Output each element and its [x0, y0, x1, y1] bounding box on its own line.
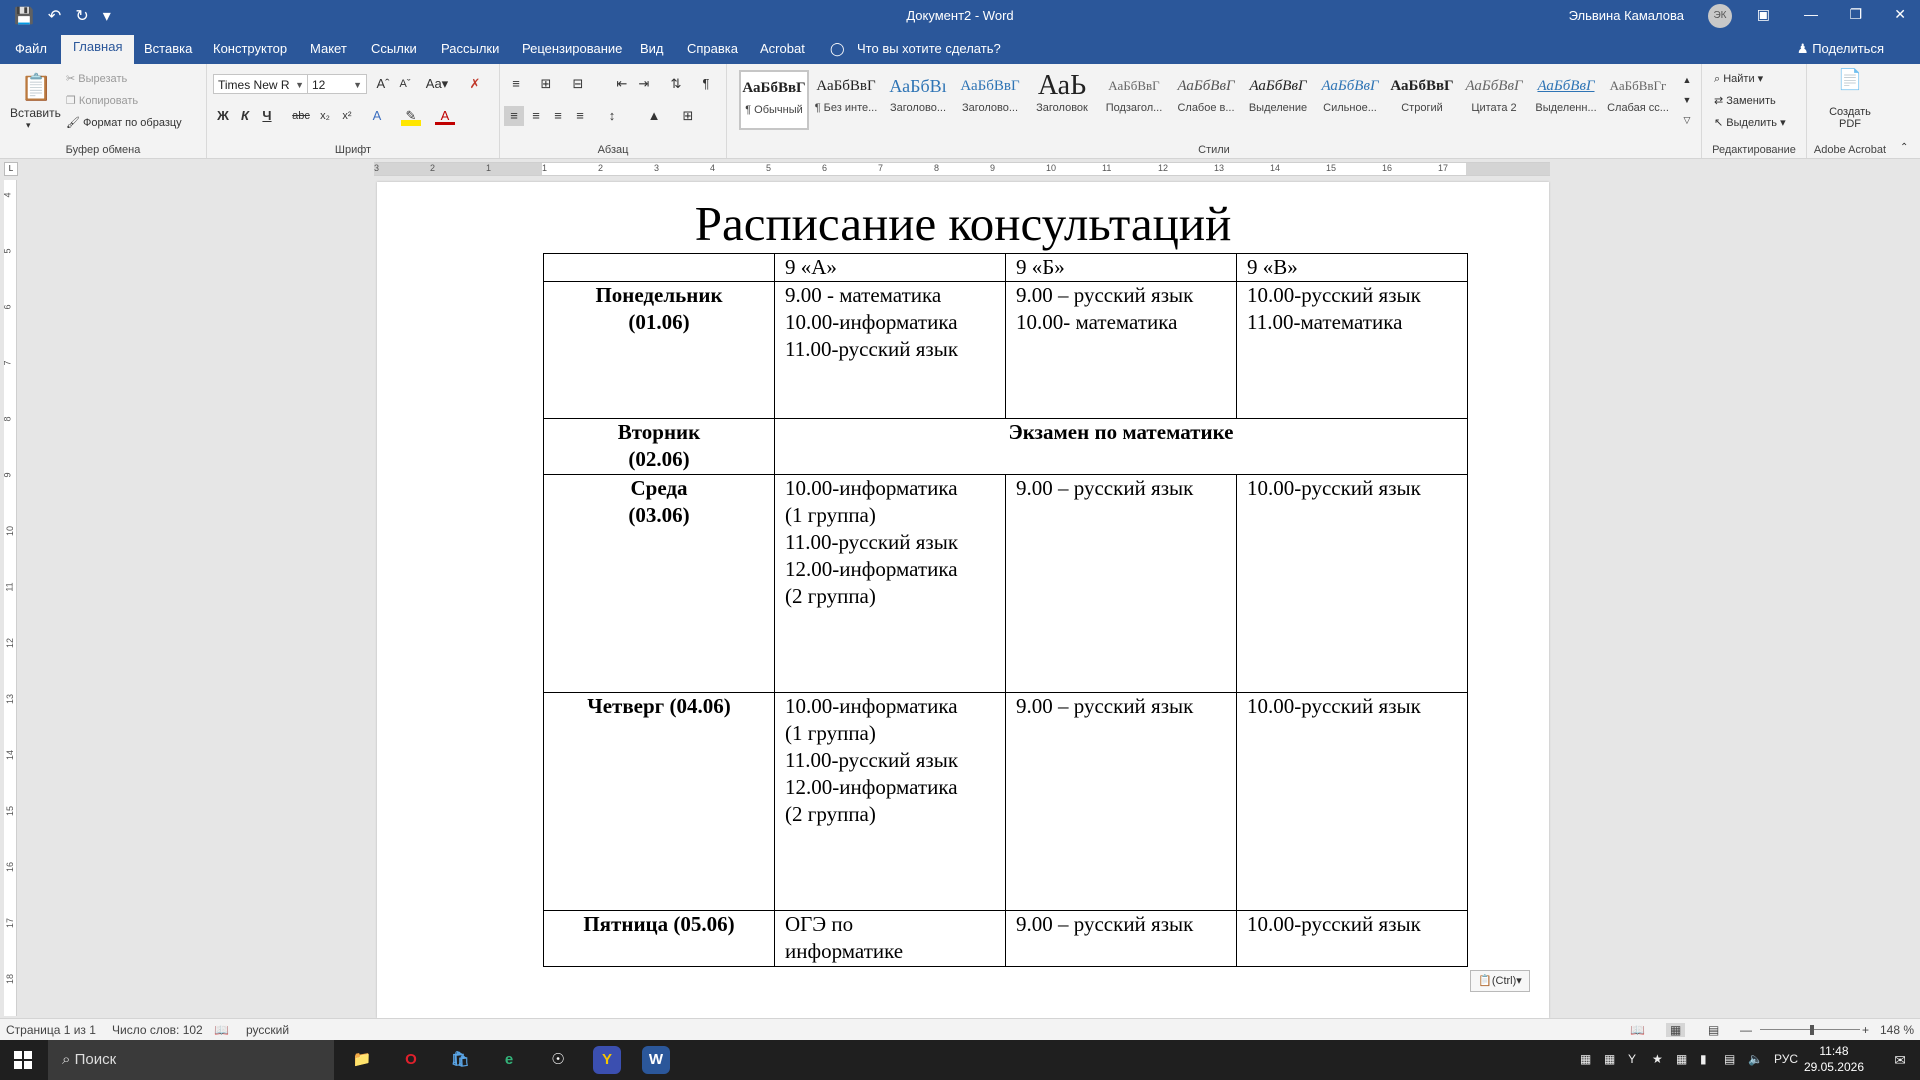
- styles-scroll-down-icon[interactable]: ▼: [1682, 95, 1692, 105]
- paste-button[interactable]: Вставить: [10, 106, 61, 120]
- ruler-number: 7: [2, 360, 13, 366]
- style-quote-2[interactable]: [1459, 70, 1529, 130]
- brush-icon: 🖌: [66, 117, 84, 129]
- ribbon-tabs: [0, 32, 1920, 64]
- style-preview: АаБбВвГ: [1465, 78, 1523, 94]
- tab-help[interactable]: Справка: [687, 41, 738, 56]
- style-name: Строгий: [1401, 102, 1443, 114]
- table-row: [544, 911, 1468, 967]
- tab-acrobat[interactable]: Acrobat: [760, 41, 805, 56]
- style-name: Слабое в...: [1177, 102, 1235, 114]
- paste-dropdown-icon[interactable]: ▾: [26, 120, 31, 130]
- taskbar-search[interactable]: [48, 1040, 334, 1080]
- ruler-number: 9: [990, 163, 996, 173]
- ruler-number: 10: [1046, 163, 1057, 173]
- day-name: Понедельник: [595, 283, 723, 307]
- day-cell[interactable]: [544, 282, 775, 419]
- ruler-number: 3: [654, 163, 660, 173]
- network-icon[interactable]: ▤: [1724, 1052, 1736, 1066]
- taskbar-search-label: Поиск: [74, 1051, 117, 1068]
- ruler-number: 16: [5, 861, 16, 873]
- close-icon[interactable]: ✕: [1894, 6, 1906, 22]
- tray-app-icon[interactable]: ▦: [1580, 1052, 1592, 1066]
- header-cell-9v[interactable]: 9 «В»: [1237, 254, 1468, 282]
- class-b-cell[interactable]: [1006, 282, 1237, 419]
- replace-button[interactable]: [1714, 94, 1776, 107]
- align-center-icon[interactable]: ≡: [532, 108, 540, 123]
- ribbon: [0, 64, 1920, 159]
- tab-insert[interactable]: Вставка: [144, 41, 193, 56]
- multilevel-list-icon[interactable]: ⊟: [572, 76, 584, 91]
- highlight-icon[interactable]: ✎: [401, 106, 421, 126]
- ruler-number: 11: [4, 582, 15, 592]
- ruler-number: 6: [2, 304, 13, 310]
- ruler-number: 4: [2, 192, 13, 198]
- schedule-entry: 9.00 – русский язык: [1016, 476, 1194, 500]
- print-layout-icon[interactable]: ▦: [1666, 1023, 1685, 1037]
- style-no-spacing[interactable]: [811, 70, 881, 130]
- ruler-number: 1: [486, 163, 492, 173]
- paste-icon[interactable]: 📋: [20, 72, 53, 102]
- edge-icon[interactable]: e: [504, 1051, 514, 1068]
- minimize-icon[interactable]: —: [1804, 6, 1818, 22]
- align-left-icon[interactable]: ≡: [504, 106, 524, 126]
- taskbar-clock[interactable]: [1804, 1043, 1864, 1075]
- find-button[interactable]: ⌕ Найти ▾: [1714, 73, 1764, 85]
- share-button[interactable]: [1797, 41, 1884, 57]
- copy-icon: ❐: [66, 95, 79, 107]
- ruler-number: 12: [1158, 163, 1169, 173]
- ribbon-display-icon[interactable]: ▣: [1756, 6, 1770, 22]
- clipboard-group: [0, 64, 207, 158]
- style-name: Выделение: [1248, 102, 1308, 114]
- font-name-value: Times New R: [218, 78, 290, 92]
- zoom-out-icon[interactable]: —: [1740, 1023, 1752, 1037]
- change-case-icon[interactable]: Aa▾: [425, 76, 449, 91]
- style-name: ¶ Без инте...: [814, 102, 878, 114]
- vertical-ruler[interactable]: [4, 180, 17, 1016]
- font-color-icon[interactable]: A: [435, 106, 455, 125]
- ruler-number: 2: [430, 163, 436, 173]
- find-label: Найти: [1723, 73, 1755, 85]
- day-date: (02.06): [628, 447, 690, 471]
- header-cell-empty[interactable]: [544, 254, 775, 282]
- style-name: Цитата 2: [1471, 102, 1517, 114]
- style-preview: АаБбВвГ: [1249, 78, 1307, 94]
- schedule-table[interactable]: [543, 253, 1468, 967]
- replace-icon: ⇄: [1714, 95, 1727, 107]
- line-spacing-icon[interactable]: ↕: [608, 108, 616, 123]
- ruler-number: 3: [374, 163, 380, 173]
- paragraph-group: [500, 64, 727, 158]
- style-preview: АаБбВвГ: [960, 78, 1020, 94]
- style-strong[interactable]: [1387, 70, 1457, 130]
- proofing-icon[interactable]: 📖: [214, 1023, 229, 1037]
- ruler-number: 15: [5, 805, 16, 817]
- tray-app-icon[interactable]: ▦: [1604, 1052, 1616, 1066]
- language-status[interactable]: русский: [246, 1023, 290, 1037]
- font-size-value: 12: [312, 78, 326, 92]
- pilcrow-icon[interactable]: ¶: [702, 76, 710, 91]
- tab-layout[interactable]: Макет: [310, 41, 347, 56]
- class-v-cell[interactable]: [1237, 693, 1468, 911]
- lightbulb-icon[interactable]: ◯: [830, 41, 845, 56]
- ruler-number: 8: [934, 163, 940, 173]
- clock-date: 29.05.2026: [1803, 1060, 1864, 1074]
- ruler-number: 12: [5, 637, 16, 649]
- underline-button[interactable]: Ч: [262, 108, 272, 123]
- save-icon[interactable]: 💾: [14, 8, 34, 25]
- bold-button[interactable]: Ж: [217, 108, 229, 123]
- class-b-cell[interactable]: [1006, 693, 1237, 911]
- style-preview: АаБбВвГг: [1609, 78, 1667, 93]
- class-v-cell[interactable]: [1237, 911, 1468, 967]
- day-cell[interactable]: [544, 693, 775, 911]
- zoom-slider-thumb[interactable]: [1810, 1025, 1814, 1035]
- header-cell-9b[interactable]: 9 «Б»: [1006, 254, 1237, 282]
- day-name: Среда: [630, 476, 688, 500]
- borders-icon[interactable]: ⊞: [682, 108, 694, 123]
- yandex-browser-icon[interactable]: Y: [593, 1046, 621, 1074]
- styles-group-label: Стили: [1198, 144, 1230, 156]
- paragraph-group-label: Абзац: [597, 144, 629, 156]
- word-count[interactable]: Число слов: 102: [112, 1023, 203, 1037]
- chevron-down-icon: ▼: [353, 80, 362, 90]
- style-name: Сильное...: [1323, 102, 1377, 114]
- style-preview: АаЬ: [1037, 70, 1087, 101]
- table-row: [544, 419, 1468, 475]
- ruler-number: 15: [1326, 163, 1337, 173]
- decrease-indent-icon[interactable]: ⇤: [616, 76, 628, 91]
- font-name-combo[interactable]: [213, 74, 309, 94]
- style-name: ¶ Обычный: [745, 104, 803, 116]
- ruler-number: 5: [2, 248, 13, 254]
- table-row: [544, 475, 1468, 693]
- person-icon: ♟: [1796, 41, 1813, 56]
- clipboard-icon: 📋: [1478, 975, 1492, 987]
- tray-app-icon[interactable]: Y: [1628, 1052, 1637, 1066]
- day-name: Пятница (05.06): [583, 912, 735, 936]
- windows-start-icon[interactable]: [14, 1051, 32, 1069]
- day-date: (03.06): [628, 503, 690, 527]
- style-preview: АаБбВвГ: [1177, 78, 1235, 94]
- schedule-entry: 11.00-русский язык: [785, 530, 959, 554]
- font-size-combo[interactable]: [307, 74, 367, 94]
- style-intense-quote[interactable]: [1531, 70, 1601, 130]
- styles-more-icon[interactable]: ▽: [1683, 115, 1691, 125]
- scissors-icon: ✂: [66, 73, 79, 85]
- input-language[interactable]: РУС: [1774, 1052, 1799, 1066]
- schedule-entry: 10.00-информатика: [785, 310, 958, 334]
- style-subtle-emphasis[interactable]: [1171, 70, 1241, 130]
- word-taskbar-icon[interactable]: W: [642, 1046, 670, 1074]
- ruler-number: 13: [1214, 163, 1225, 173]
- bullets-icon[interactable]: ≡: [512, 76, 520, 91]
- schedule-entry: 11.00-русский язык: [785, 748, 959, 772]
- tab-view[interactable]: Вид: [640, 41, 664, 56]
- font-group-label: Шрифт: [334, 144, 372, 156]
- style-heading-1[interactable]: [883, 70, 953, 130]
- class-a-cell[interactable]: [775, 911, 1006, 967]
- style-name: Заголовок: [1036, 102, 1088, 114]
- schedule-entry: 10.00-русский язык: [1247, 283, 1421, 307]
- acrobat-group: [1807, 64, 1893, 158]
- text-effects-icon[interactable]: A: [372, 108, 382, 123]
- align-right-icon[interactable]: ≡: [554, 108, 562, 123]
- clear-formatting-icon[interactable]: ✗: [469, 76, 481, 91]
- undo-icon[interactable]: ↶: [47, 8, 62, 25]
- schedule-entry: 11.00-математика: [1247, 310, 1403, 334]
- ruler-number: 4: [710, 163, 716, 173]
- superscript-icon[interactable]: x²: [342, 110, 352, 122]
- table-row: [544, 693, 1468, 911]
- redo-icon[interactable]: ↻: [75, 8, 89, 25]
- style-preview: АаБбВı: [889, 76, 947, 96]
- day-cell[interactable]: [544, 911, 775, 967]
- ruler-number: 5: [766, 163, 772, 173]
- style-intense-emphasis[interactable]: [1315, 70, 1385, 130]
- create-pdf-button[interactable]: Создать PDF: [1829, 106, 1871, 130]
- class-b-cell[interactable]: [1006, 911, 1237, 967]
- table-header-row: [544, 254, 1468, 282]
- class-v-cell[interactable]: [1237, 475, 1468, 693]
- ruler-number: 14: [5, 749, 16, 761]
- sort-icon[interactable]: ⇅: [670, 76, 682, 91]
- cut-button[interactable]: [66, 72, 127, 85]
- increase-indent-icon[interactable]: ⇥: [638, 76, 650, 91]
- document-page[interactable]: [377, 182, 1549, 1018]
- day-cell[interactable]: [544, 419, 775, 475]
- schedule-entry: информатике: [785, 939, 904, 963]
- paste-options-button[interactable]: 📋(Ctrl)▾: [1470, 970, 1530, 992]
- class-b-cell[interactable]: [1006, 475, 1237, 693]
- create-pdf-icon[interactable]: 📄: [1837, 69, 1863, 91]
- style-name: Подзагол...: [1105, 102, 1163, 114]
- class-a-cell[interactable]: [775, 282, 1006, 419]
- ruler-number: 16: [1382, 163, 1393, 173]
- style-heading-2[interactable]: [955, 70, 1025, 130]
- justify-icon[interactable]: ≡: [576, 108, 584, 123]
- tab-review[interactable]: Рецензирование: [522, 41, 623, 56]
- italic-button[interactable]: К: [241, 108, 249, 123]
- schedule-entry: ОГЭ по: [785, 912, 854, 936]
- horizontal-ruler[interactable]: [374, 162, 1550, 176]
- style-name: Заголово...: [889, 102, 947, 114]
- day-name: Вторник: [617, 420, 701, 444]
- tell-me-search[interactable]: Что вы хотите сделать?: [857, 41, 1001, 56]
- user-name[interactable]: Эльвина Камалова: [1568, 8, 1684, 23]
- acrobat-group-label: Adobe Acrobat: [1813, 144, 1887, 156]
- header-cell-9a[interactable]: 9 «А»: [775, 254, 1006, 282]
- schedule-entry: 10.00-русский язык: [1247, 912, 1421, 936]
- schedule-entry: 11.00-русский язык: [785, 337, 959, 361]
- copy-button[interactable]: [66, 94, 138, 107]
- tray-app-icon[interactable]: ▦: [1676, 1052, 1688, 1066]
- ruler-number: 2: [598, 163, 604, 173]
- style-emphasis[interactable]: [1243, 70, 1313, 130]
- style-preview: АаБбВвГ: [1108, 78, 1160, 93]
- select-button[interactable]: ↖ Выделить ▾: [1714, 117, 1786, 129]
- customize-qat-icon[interactable]: ▾: [102, 8, 111, 25]
- status-bar: [0, 1018, 1920, 1041]
- tab-design[interactable]: Конструктор: [213, 41, 288, 56]
- schedule-entry: 9.00 – русский язык: [1016, 912, 1194, 936]
- numbering-icon[interactable]: ⊞: [540, 76, 552, 91]
- style-name: Слабая сс...: [1607, 102, 1669, 114]
- cut-label: Вырезать: [78, 73, 128, 85]
- style-preview: АаБбВвГ: [1390, 78, 1454, 94]
- paste-options-label: (Ctrl): [1491, 975, 1517, 987]
- schedule-entry: 10.00-русский язык: [1247, 694, 1421, 718]
- store-icon[interactable]: 🛍: [450, 1051, 470, 1068]
- schedule-entry: 12.00-информатика: [785, 775, 958, 799]
- style-preview: АаБбВвГ: [1537, 78, 1595, 94]
- style-title[interactable]: [1027, 70, 1097, 130]
- day-name: Четверг (04.06): [587, 694, 731, 718]
- tray-app-icon[interactable]: ★: [1652, 1052, 1663, 1066]
- schedule-entry: 10.00-информатика: [785, 694, 958, 718]
- schedule-entry: 9.00 – русский язык: [1016, 283, 1194, 307]
- shading-icon[interactable]: ▲: [647, 108, 661, 123]
- cursor-icon: ↖: [1714, 117, 1727, 129]
- schedule-entry: 10.00- математика: [1016, 310, 1178, 334]
- editing-group: [1702, 64, 1807, 158]
- day-cell[interactable]: [544, 475, 775, 693]
- schedule-entry: (2 группа): [785, 584, 876, 608]
- window-title: Документ2 - Word: [906, 8, 1014, 23]
- ruler-number: 8: [2, 416, 13, 422]
- ruler-number: 1: [542, 163, 548, 173]
- ruler-left-margin: [374, 163, 542, 175]
- ruler-number: 18: [5, 973, 16, 985]
- search-icon: ⌕: [62, 1051, 71, 1068]
- taskbar: [0, 1040, 1920, 1080]
- schedule-entry: 12.00-информатика: [785, 557, 958, 581]
- style-subtle-reference[interactable]: [1603, 70, 1673, 130]
- styles-group: [727, 64, 1702, 158]
- tab-file[interactable]: Файл: [15, 41, 47, 56]
- tab-mailings[interactable]: Рассылки: [441, 41, 500, 56]
- style-preview: АаБбВвГ: [742, 80, 806, 96]
- day-date: (01.06): [628, 310, 690, 334]
- select-label: Выделить: [1726, 117, 1778, 129]
- schedule-entry: 10.00-информатика: [785, 476, 958, 500]
- volume-icon[interactable]: 🔈: [1748, 1052, 1763, 1066]
- style-subtitle[interactable]: [1099, 70, 1169, 130]
- editing-group-label: Редактирование: [1712, 144, 1796, 156]
- ruler-number: 9: [2, 472, 13, 478]
- style-normal[interactable]: [739, 70, 809, 130]
- document-title[interactable]: Расписание консультаций: [694, 196, 1232, 251]
- table-row: [544, 282, 1468, 419]
- format-painter-button[interactable]: [66, 116, 182, 129]
- tab-selector[interactable]: L: [4, 162, 18, 176]
- battery-icon[interactable]: ▮: [1700, 1052, 1707, 1066]
- ruler-number: 14: [1270, 163, 1281, 173]
- clock-time: 11:48: [1819, 1044, 1849, 1058]
- grow-font-icon[interactable]: Aˆ: [376, 76, 390, 91]
- file-explorer-icon[interactable]: 📁: [352, 1051, 372, 1068]
- strikethrough-icon[interactable]: abc: [292, 110, 310, 122]
- schedule-entry: 10.00-русский язык: [1247, 476, 1421, 500]
- ruler-number: 7: [878, 163, 884, 173]
- tab-home[interactable]: Главная: [61, 35, 134, 64]
- style-preview: АаБбВвГ: [816, 78, 876, 94]
- read-mode-icon[interactable]: 📖: [1630, 1023, 1645, 1037]
- styles-scroll-up-icon[interactable]: ▲: [1682, 75, 1692, 85]
- class-a-cell[interactable]: [775, 693, 1006, 911]
- shrink-font-icon[interactable]: Aˇ: [399, 78, 411, 90]
- search-icon: ⌕: [1714, 73, 1724, 85]
- class-v-cell[interactable]: [1237, 282, 1468, 419]
- ruler-number: 10: [5, 525, 16, 537]
- schedule-entry: (1 группа): [785, 503, 876, 527]
- ruler-number: 13: [5, 693, 16, 705]
- title-bar: [0, 0, 1920, 32]
- ruler-right-margin: [1466, 163, 1550, 175]
- format-painter-label: Формат по образцу: [83, 117, 182, 129]
- style-name: Выделенн...: [1535, 102, 1597, 114]
- schedule-entry: (2 группа): [785, 802, 876, 826]
- exam-cell[interactable]: Экзамен по математике: [775, 419, 1468, 475]
- schedule-entry: 9.00 - математика: [785, 283, 942, 307]
- opera-icon[interactable]: O: [405, 1051, 417, 1068]
- style-name: Заголово...: [961, 102, 1019, 114]
- ruler-number: 17: [1438, 163, 1449, 173]
- style-preview: АаБбВвГ: [1321, 78, 1379, 94]
- zoom-level[interactable]: 148 %: [1880, 1023, 1915, 1037]
- ruler-number: 11: [1102, 163, 1112, 173]
- restore-icon[interactable]: ❐: [1849, 6, 1862, 22]
- class-a-cell[interactable]: [775, 475, 1006, 693]
- collapse-ribbon-icon[interactable]: ⌃: [1900, 142, 1909, 153]
- chrome-like-icon[interactable]: ☉: [551, 1051, 565, 1068]
- schedule-entry: 9.00 – русский язык: [1016, 694, 1194, 718]
- clipboard-group-label: Буфер обмена: [65, 144, 141, 156]
- page-count[interactable]: Страница 1 из 1: [6, 1023, 96, 1037]
- copy-label: Копировать: [78, 95, 139, 107]
- ruler-number: 17: [5, 917, 16, 929]
- web-layout-icon[interactable]: ▤: [1708, 1023, 1720, 1037]
- replace-label: Заменить: [1726, 95, 1776, 107]
- notifications-icon[interactable]: ✉: [1894, 1052, 1906, 1068]
- schedule-entry: (1 группа): [785, 721, 876, 745]
- chevron-down-icon: ▼: [295, 80, 304, 90]
- subscript-icon[interactable]: x₂: [320, 110, 330, 122]
- font-group: [207, 64, 500, 158]
- tab-references[interactable]: Ссылки: [371, 41, 417, 56]
- ruler-number: 6: [822, 163, 828, 173]
- zoom-in-icon[interactable]: +: [1862, 1023, 1870, 1037]
- avatar[interactable]: ЭК: [1708, 4, 1732, 28]
- share-label: Поделиться: [1812, 41, 1884, 56]
